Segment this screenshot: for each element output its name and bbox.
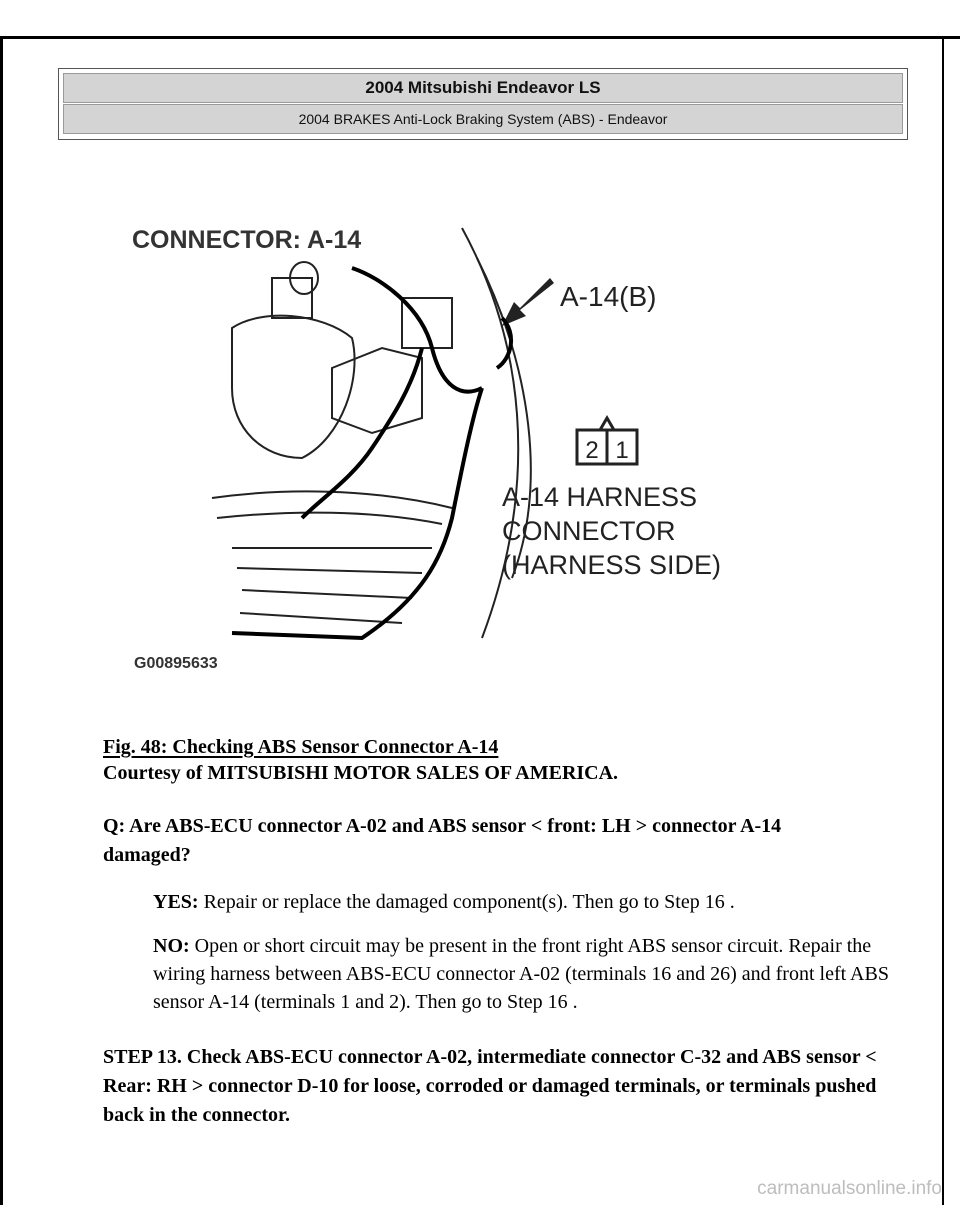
figure-caption[interactable]: Fig. 48: Checking ABS Sensor Connector A-14 bbox=[103, 736, 499, 758]
harness-caption-line1: A-14 HARNESS bbox=[502, 482, 698, 512]
pin-diagram bbox=[577, 418, 637, 464]
pin-1-label: 1 bbox=[615, 437, 629, 464]
harness-caption-line3: (HARNESS SIDE) bbox=[502, 550, 722, 580]
vehicle-title: 2004 Mitsubishi Endeavor LS bbox=[63, 73, 903, 103]
courtesy-line: Courtesy of MITSUBISHI MOTOR SALES OF AMERICA. bbox=[103, 762, 619, 784]
site-watermark: carmanualsonline.info bbox=[757, 1178, 942, 1199]
answer-no bbox=[153, 932, 913, 1016]
connector-diagram bbox=[122, 218, 762, 678]
page-border-right bbox=[942, 36, 944, 1205]
question-text: Q: Are ABS-ECU connector A-02 and ABS sensor < front: LH > connector A-14 damaged? bbox=[103, 815, 782, 866]
answer-yes bbox=[153, 888, 913, 916]
engine-bay-illustration bbox=[122, 218, 762, 678]
vehicle-body-outline bbox=[212, 228, 531, 638]
section-title: 2004 BRAKES Anti-Lock Braking System (ABS) - Endeavor bbox=[63, 104, 903, 134]
page-border-top bbox=[0, 36, 960, 39]
pointer-arrow bbox=[502, 278, 554, 326]
no-label: NO: bbox=[153, 935, 190, 957]
document-header bbox=[58, 68, 908, 140]
connector-label: CONNECTOR: A-14 bbox=[132, 226, 362, 254]
yes-text: Repair or replace the damaged component(s). Then go to Step 16 . bbox=[198, 891, 735, 913]
pin-2-label: 2 bbox=[585, 437, 599, 464]
step-13-heading: STEP 13. Check ABS-ECU connector A-02, intermediate connector C-32 and ABS sensor < Rear: RH > connector D-10 for loose, corroded or damaged terminals, or terminals pushed back in the connector. bbox=[103, 1046, 877, 1126]
yes-label: YES: bbox=[153, 891, 199, 913]
harness-caption-line2: CONNECTOR bbox=[502, 516, 676, 546]
page-border-left bbox=[0, 36, 3, 1205]
figure-id: G00895633 bbox=[134, 655, 218, 672]
pointer-label: A-14(B) bbox=[560, 281, 657, 312]
no-text: Open or short circuit may be present in the front right ABS sensor circuit. Repair the wiring harness between ABS-ECU connector A-02 (terminals 16 and 26) and front left ABS sensor A-14 (terminals 1 and 2). Then go to Step 16 . bbox=[153, 935, 889, 1013]
